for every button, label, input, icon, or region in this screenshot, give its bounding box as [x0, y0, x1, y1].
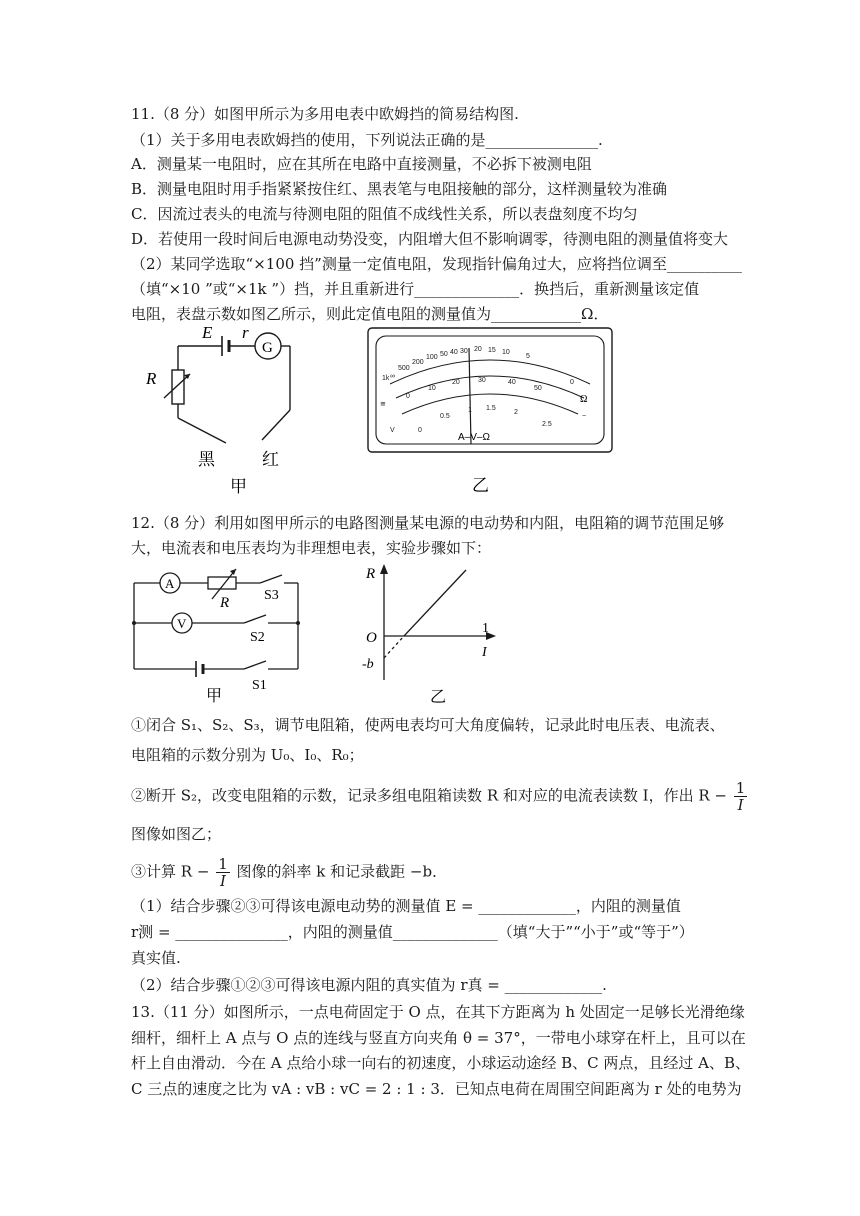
dc-tick-40: 40 [508, 379, 516, 386]
label-red-probe: 红 [262, 450, 279, 470]
label-R: R [146, 369, 157, 388]
ac-tick-0: 0 [418, 427, 422, 434]
q12-part2: （2）结合步骤①②③可得该电源内阻的真实值为 r真 = _____________. [131, 976, 607, 994]
q12-step3-fraction [216, 856, 230, 889]
q12-step2-text: ②断开 S₂，改变电阻箱的示数，记录多组电阻箱读数 R 和对应的电流表读数 I，作出 R − [131, 786, 727, 805]
label-E: E [202, 323, 213, 342]
q11-circuit-diagram [140, 318, 310, 498]
switch-s3-label: S3 [264, 588, 279, 603]
dc-tick-0: 0 [406, 393, 410, 400]
q12-title-line2: 大，电流表和电压表均为非理想电表，实验步骤如下： [131, 539, 492, 557]
q12-step3-pre: ③计算 R − [131, 862, 210, 881]
graph-x-label-den: I [482, 645, 487, 660]
mark-ac: ~ [582, 413, 587, 420]
q12-step3 [131, 856, 447, 889]
ohm-tick-15: 15 [488, 347, 496, 354]
ac-tick-1.5: 1.5 [486, 405, 496, 412]
ammeter-label: A [165, 576, 175, 591]
galvanometer-label: G [262, 340, 273, 356]
figure-caption-yi-12: 乙 [430, 687, 447, 706]
ohm-tick-20: 20 [474, 346, 482, 353]
figure-caption-jia: 甲 [230, 477, 247, 497]
ac-tick-1: 1 [468, 407, 472, 414]
mark-infinity: ∞ [390, 373, 395, 380]
ohm-tick-10: 10 [502, 349, 510, 356]
q12-step3-post: 图像的斜率 k 和记录截距 −b． [236, 862, 448, 881]
q13-line3: 杆上自由滑动．今在 A 点给小球一向右的初速度，小球运动途经 B、C 两点，且经过 A、B、 [131, 1054, 751, 1072]
graph-origin-label: O [366, 630, 377, 646]
dc-tick-50: 50 [534, 385, 542, 392]
ohm-tick-200: 200 [412, 359, 424, 366]
ac-tick-0.5: 0.5 [440, 413, 450, 420]
ohm-tick-100: 100 [426, 354, 438, 361]
q11-part1: （1）关于多用电表欧姆挡的使用，下列说法正确的是_______________. [131, 131, 603, 149]
q13-line4: C 三点的速度之比为 vA : vB : vC = 2 : 1 : 3．已知点电荷在周围空间距离为 r 处的电势为 [131, 1080, 742, 1098]
q12-step1-line2: 电阻箱的示数分别为 U₀、I₀、R₀； [131, 746, 364, 764]
switch-s2-label: S2 [250, 630, 265, 645]
ohm-tick-30: 30 [460, 348, 468, 355]
q12-circuit-diagram [126, 565, 316, 705]
q11-option-d: D．若使用一段时间后电源电动势没变，内阻增大但不影响调零，待测电阻的测量值将变大 [131, 230, 729, 248]
q12-title-line1: 12.（8 分）利用如图甲所示的电路图测量某电源的电动势和内阻，电阻箱的调节范围足够 [131, 514, 725, 532]
ohm-tick-40: 40 [450, 349, 458, 356]
graph-x-label-num: 1 [482, 621, 489, 636]
ohm-tick-0: 0 [570, 379, 574, 386]
ac-tick-2.5: 2.5 [542, 421, 552, 428]
switch-s1-label: S1 [252, 678, 267, 693]
label-r: r [242, 323, 249, 342]
q12-step1-line1: ①闭合 S₁、S₂、S₃，调节电阻箱，使两电表均可大角度偏转，记录此时电压表、电流表、 [131, 716, 725, 734]
q13-line2: 细杆，细杆上 A 点与 O 点的连线与竖直方向夹角 θ = 37°，一带电小球穿在杆上，且可以在 [131, 1029, 746, 1047]
q12-step2-line1 [131, 780, 749, 813]
q12-step2-line2: 图像如图乙； [131, 825, 222, 843]
q11-option-a: A．测量某一电阻时，应在其所在电路中直接测量，不必拆下被测电阻 [131, 155, 592, 173]
dc-tick-10: 10 [428, 385, 436, 392]
q11-part2-line2: （填“×10 ”或“×1k ”）挡，并且重新进行______________．换挡后，重新测量该定值 [131, 280, 700, 298]
resistor-box-label: R [220, 595, 230, 611]
ac-tick-2: 2 [514, 409, 518, 416]
q12-part1-line3: 真实值. [131, 949, 181, 967]
mark-v: V [390, 427, 395, 434]
q11-part2-line1: （2）某同学选取“×100 挡”测量一定值电阻，发现指针偏角过大，应将挡位调至__________ [131, 255, 742, 273]
q11-option-c: C．因流过表头的电流与待测电阻的阻值不成线性关系，所以表盘刻度不均匀 [131, 205, 638, 223]
ohm-symbol: Ω [580, 394, 588, 405]
q12-part1-line1: （1）结合步骤②③可得该电源电动势的测量值 E = _____________，内阻的测量值 [131, 897, 681, 915]
graph-y-axis-label: R [366, 566, 376, 582]
meter-label: A–V–Ω [458, 432, 490, 443]
q12-graph [360, 560, 520, 710]
dc-tick-30: 30 [478, 377, 486, 384]
q11-option-b: B．测量电阻时用手指紧紧按住红、黑表笔与电阻接触的部分，这样测量较为准确 [131, 180, 668, 198]
q11-meter-dial [366, 326, 616, 496]
ohm-tick-5: 5 [526, 353, 530, 360]
mark-dc: ≅ [380, 401, 386, 408]
q11-title: 11.（8 分）如图甲所示为多用电表中欧姆挡的简易结构图. [131, 105, 519, 123]
ohm-tick-500: 500 [398, 365, 410, 372]
q11-part2-line3: 电阻，表盘示数如图乙所示，则此定值电阻的测量值为____________Ω． [131, 305, 609, 323]
fraction-denominator: I [737, 796, 744, 814]
fraction-denominator: I [219, 872, 226, 890]
graph-intercept-label: -b [362, 657, 374, 672]
q13-line1: 13.（11 分）如图所示，一点电荷固定于 O 点，在其下方距离为 h 处固定一足够长光滑绝缘 [131, 1003, 745, 1021]
ohm-tick-1k: 1k [382, 375, 390, 382]
fraction-numerator: 1 [735, 779, 746, 797]
label-black-probe: 黑 [198, 450, 215, 470]
voltmeter-label: V [177, 616, 187, 631]
q12-step2-fraction [734, 780, 748, 813]
q12-part1-line2: r测 = _______________，内阻的测量值______________（填“大于”“小于”或“等于”） [131, 923, 694, 941]
ohm-tick-50: 50 [440, 351, 448, 358]
figure-caption-yi: 乙 [472, 476, 489, 496]
fraction-numerator: 1 [218, 855, 228, 873]
figure-caption-jia-12: 甲 [206, 686, 223, 705]
dc-tick-20: 20 [452, 379, 460, 386]
